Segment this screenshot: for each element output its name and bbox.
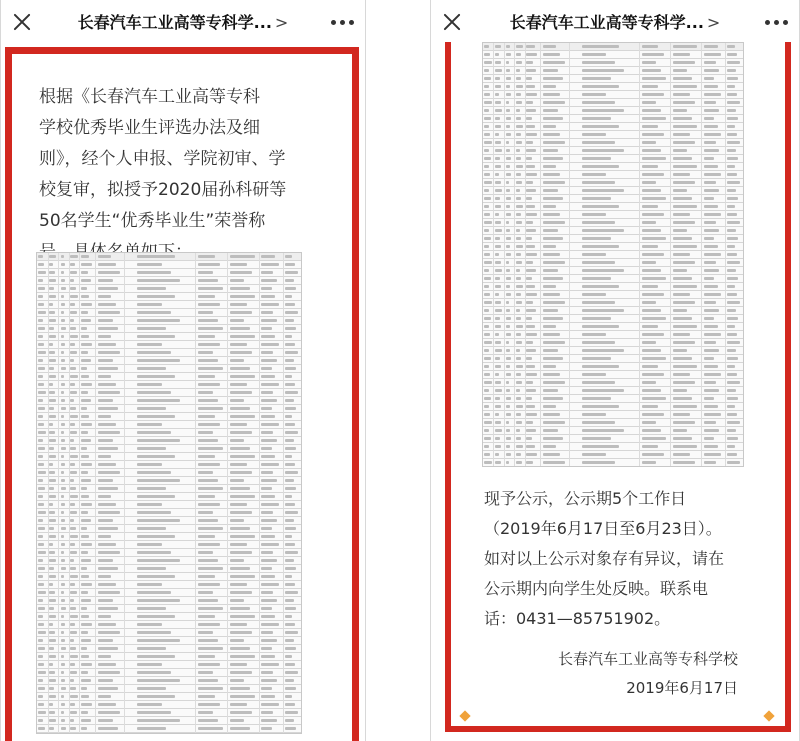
notice-line: 现予公示，公示期5个工作日 (484, 489, 687, 508)
roster-row (483, 251, 743, 259)
roster-table-image (36, 252, 302, 734)
roster-row (37, 341, 301, 349)
roster-row (483, 339, 743, 347)
roster-row (483, 203, 743, 211)
roster-row (483, 331, 743, 339)
signature-date: 2019年6月17日 (626, 679, 738, 697)
right-nav-bar (431, 0, 799, 46)
roster-row (483, 139, 743, 147)
close-icon[interactable] (439, 9, 465, 35)
more-icon[interactable] (765, 20, 789, 26)
roster-row (483, 195, 743, 203)
roster-row (483, 227, 743, 235)
roster-row (483, 443, 743, 451)
roster-row (37, 645, 301, 653)
roster-row (37, 301, 301, 309)
roster-row (483, 275, 743, 283)
roster-row (37, 325, 301, 333)
intro-line: 校复审，拟授予2020届孙科研等 (39, 180, 287, 200)
roster-row (37, 461, 301, 469)
roster-row (37, 629, 301, 637)
roster-row (483, 179, 743, 187)
roster-row (483, 283, 743, 291)
roster-row (37, 621, 301, 629)
roster-row (483, 211, 743, 219)
roster-row (37, 309, 301, 317)
roster-row (37, 485, 301, 493)
roster-row (37, 429, 301, 437)
roster-row (483, 123, 743, 131)
roster-row (483, 187, 743, 195)
roster-row (37, 637, 301, 645)
roster-row (37, 317, 301, 325)
roster-row (37, 285, 301, 293)
roster-row (483, 323, 743, 331)
roster-row (483, 403, 743, 411)
roster-row (37, 613, 301, 621)
roster-row (483, 387, 743, 395)
roster-row (37, 549, 301, 557)
roster-row (37, 389, 301, 397)
close-icon[interactable] (9, 9, 35, 35)
article-title[interactable] (477, 10, 753, 33)
roster-row (37, 661, 301, 669)
roster-row (483, 59, 743, 67)
signature-org: 长春汽车工业高等专科学校 (557, 650, 738, 668)
roster-table-image (482, 42, 744, 467)
roster-row (483, 419, 743, 427)
roster-row (483, 219, 743, 227)
roster-row (37, 261, 301, 269)
roster-row (483, 107, 743, 115)
intro-line: 50名学生“优秀毕业生”荣誉称 (39, 211, 266, 231)
roster-row (37, 533, 301, 541)
roster-row (483, 267, 743, 275)
roster-row (483, 291, 743, 299)
roster-row (37, 701, 301, 709)
roster-row (483, 99, 743, 107)
roster-row (483, 43, 743, 51)
chevron-right-icon: > (706, 13, 721, 32)
roster-row (483, 243, 743, 251)
roster-row (37, 333, 301, 341)
roster-row (37, 293, 301, 301)
star-ornament-icon (763, 710, 774, 721)
more-icon[interactable] (331, 20, 355, 26)
roster-row (37, 517, 301, 525)
roster-row (37, 277, 301, 285)
intro-line: 学校优秀毕业生评选办法及细 (39, 118, 260, 138)
roster-row (483, 115, 743, 123)
star-ornament-icon (459, 710, 470, 721)
roster-row (483, 435, 743, 443)
roster-row (483, 83, 743, 91)
intro-line: 根据《长春汽车工业高等专科 (39, 87, 260, 107)
roster-row (483, 315, 743, 323)
roster-row (483, 395, 743, 403)
notice-line: 话：0431—85751902。 (484, 609, 671, 628)
roster-row (37, 477, 301, 485)
roster-row (483, 299, 743, 307)
roster-row (37, 693, 301, 701)
roster-row (37, 381, 301, 389)
roster-row (37, 453, 301, 461)
roster-row (37, 413, 301, 421)
roster-row (483, 411, 743, 419)
roster-row (483, 347, 743, 355)
article-title[interactable] (47, 10, 319, 33)
roster-row (483, 451, 743, 459)
roster-row (483, 355, 743, 363)
article-title-text: 长春汽车工业高等专科学... (509, 13, 704, 32)
roster-row (37, 669, 301, 677)
intro-paragraph (39, 82, 341, 268)
roster-row (483, 91, 743, 99)
roster-row (37, 349, 301, 357)
roster-row (37, 253, 301, 261)
roster-row (37, 589, 301, 597)
roster-row (483, 235, 743, 243)
roster-row (483, 67, 743, 75)
roster-row (37, 557, 301, 565)
roster-row (37, 581, 301, 589)
roster-row (37, 541, 301, 549)
notice-line: 如对以上公示对象存有异议，请在 (484, 549, 725, 568)
roster-row (37, 573, 301, 581)
left-nav-bar (1, 0, 365, 46)
roster-row (37, 597, 301, 605)
roster-row (483, 259, 743, 267)
roster-row (483, 379, 743, 387)
roster-row (37, 373, 301, 381)
roster-row (37, 397, 301, 405)
roster-row (37, 685, 301, 693)
roster-row (37, 421, 301, 429)
roster-row (483, 51, 743, 59)
roster-row (37, 565, 301, 573)
roster-row (37, 709, 301, 717)
roster-row (483, 459, 743, 467)
roster-row (37, 269, 301, 277)
roster-row (37, 677, 301, 685)
roster-row (37, 653, 301, 661)
roster-row (37, 501, 301, 509)
roster-row (37, 365, 301, 373)
chevron-right-icon: > (274, 13, 289, 32)
article-title-text: 长春汽车工业高等专科学... (77, 13, 272, 32)
roster-row (483, 163, 743, 171)
roster-row (37, 469, 301, 477)
roster-row (37, 717, 301, 725)
roster-row (37, 725, 301, 733)
roster-row (483, 155, 743, 163)
roster-row (483, 147, 743, 155)
notice-line: 公示期内向学生处反映。联系电 (484, 579, 709, 598)
roster-row (37, 437, 301, 445)
notice-paragraph (484, 484, 754, 634)
roster-row (37, 509, 301, 517)
roster-row (37, 405, 301, 413)
roster-row (37, 357, 301, 365)
intro-line: 则》，经个人申报、学院初审、学 (39, 149, 286, 169)
roster-row (483, 307, 743, 315)
roster-row (483, 371, 743, 379)
roster-row (37, 525, 301, 533)
roster-row (483, 75, 743, 83)
roster-row (37, 445, 301, 453)
roster-row (37, 493, 301, 501)
roster-row (483, 171, 743, 179)
notice-line: （2019年6月17日至6月23日）。 (484, 519, 722, 538)
roster-row (483, 427, 743, 435)
roster-row (483, 363, 743, 371)
roster-row (483, 131, 743, 139)
roster-row (37, 605, 301, 613)
